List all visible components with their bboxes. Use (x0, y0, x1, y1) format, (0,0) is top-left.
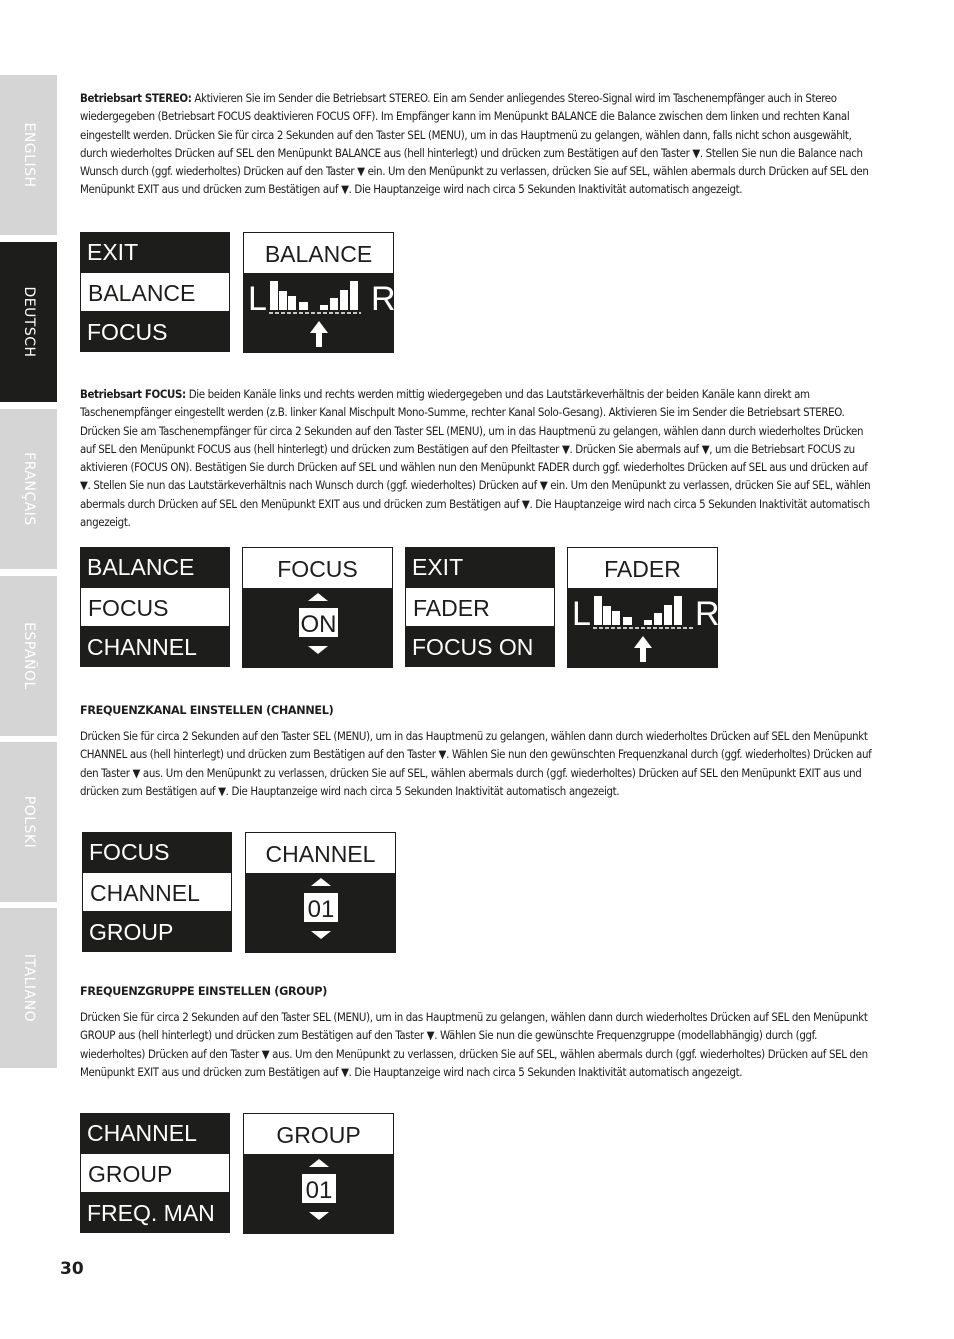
focus-paragraph (80, 385, 876, 531)
menu-item-channel: CHANNEL (87, 634, 197, 660)
channel-value-screen (245, 832, 396, 953)
tab-label: DEUTSCH (20, 286, 37, 358)
up-triangle-icon (308, 593, 328, 601)
channel-value: 01 (307, 896, 335, 923)
menu-item-balance: BALANCE (87, 554, 195, 580)
tab-label: ENGLISH (20, 122, 37, 188)
stereo-paragraph (80, 89, 876, 199)
group-title: GROUP (244, 1114, 393, 1154)
balance-title: BALANCE (244, 233, 393, 273)
tab-deutsch[interactable] (0, 242, 57, 402)
menu-item-freq-man: FREQ. MAN (87, 1200, 215, 1226)
up-triangle-icon (309, 1159, 329, 1167)
menu-item-exit: EXIT (87, 239, 139, 265)
focus-value-graphic (243, 588, 392, 668)
menu-item-fader-selected: FADER (405, 587, 555, 627)
group-value-screen (243, 1113, 394, 1234)
fader-title: FADER (568, 548, 717, 588)
menu-item-focus-on: FOCUS ON (412, 634, 534, 660)
left-channel-label: L (248, 280, 267, 318)
focus-lead: Betriebsart FOCUS: (80, 387, 186, 401)
up-arrow-icon (634, 636, 652, 662)
group-value: 01 (305, 1177, 333, 1204)
tab-italiano[interactable] (0, 908, 57, 1068)
stereo-lead: Betriebsart STEREO: (80, 91, 192, 105)
tab-polski[interactable] (0, 742, 57, 902)
up-arrow-icon (310, 321, 328, 347)
up-triangle-icon (311, 878, 331, 886)
tab-francais[interactable] (0, 409, 57, 569)
menu-item-channel: CHANNEL (87, 1120, 197, 1146)
balance-meter-graphic (244, 273, 396, 353)
level-bars (270, 281, 358, 310)
group-value-graphic (244, 1154, 393, 1234)
group-heading: FREQUENZGRUPPE EINSTELLEN (GROUP) (80, 985, 328, 998)
menu-item-exit: EXIT (412, 554, 464, 580)
down-triangle-icon (311, 931, 331, 939)
menu-item-group: GROUP (89, 919, 174, 945)
channel-paragraph: Drücken Sie für circa 2 Sekunden auf den Taster SEL (MENU), um in das Hauptmenü zu gelangen, wählen dann durch wiederholtes Drücken auf SEL den Menüpunkt CHANNEL aus (hell hinterlegt) und drücken zum Bestätigen auf den Taster ▼. Wählen Sie nun den gewünschten Frequenzkanal durch (ggf. wiederholtes) Drücken auf den Taster ▼ aus. Um den Menüpunkt zu verlassen, drücken Sie auf SEL, wählen abermals durch (ggf. wiederholtes) Drücken auf SEL den Menüpunkt EXIT aus und drücken zum Bestätigen auf ▼. Die Hauptanzeige wird nach circa 5 Sekunden Inaktivität automatisch angezeigt. (80, 729, 872, 798)
fader-menu-screen (405, 547, 555, 667)
channel-heading: FREQUENZKANAL EINSTELLEN (CHANNEL) (80, 704, 334, 717)
stereo-menu-screen (80, 232, 230, 352)
tab-label: ITALIANO (20, 953, 37, 1023)
menu-item-focus-selected: FOCUS (80, 587, 230, 627)
focus-title: FOCUS (243, 548, 392, 588)
menu-item-group-selected: GROUP (80, 1153, 230, 1193)
group-menu-screen (80, 1113, 230, 1233)
channel-value-graphic (246, 873, 395, 953)
tab-label: ESPAÑOL (20, 622, 37, 690)
down-triangle-icon (308, 646, 328, 654)
channel-menu-screen (82, 832, 232, 952)
focus-menu-screen (80, 547, 230, 667)
tab-label: POLSKI (20, 795, 37, 849)
tab-english[interactable] (0, 75, 57, 235)
tab-espanol[interactable] (0, 576, 57, 736)
stereo-text: Aktivieren Sie im Sender die Betriebsart STEREO. Ein am Sender anliegendes Stereo-Signal wird im Taschenempfänger auch in Stereo wiedergegeben (Betriebsart FOCUS deaktivieren FOCUS OFF). Im Empfänger kann im Menüpunkt BALANCE die Balance zwischen dem linken und rechten Kanal eingestellt werden. Drücken Sie für circa 2 Sekunden auf den Taster SEL (MENU), um in das Hauptmenü zu gelangen, wählen dann, falls nicht schon ausgewählt, durch wiederholtes Drücken auf SEL den Menüpunkt BALANCE aus (hell hinterlegt) und drücken zum Bestätigen auf den Taster ▼. Stellen Sie nun die Balance nach Wunsch durch (ggf. wiederholtes) Drücken auf den Taster ▼ ein. Um den Menüpunkt zu verlassen, drücken Sie auf SEL, wählen abermals durch Drücken auf SEL den Menüpunkt EXIT aus und drücken zum Bestätigen auf ▼. Die Hauptanzeige wird nach circa 5 Sekunden Inaktivität automatisch angezeigt. (80, 91, 869, 197)
left-channel-label: L (572, 595, 591, 633)
fader-screen (567, 547, 718, 668)
group-paragraph: Drücken Sie für circa 2 Sekunden auf den Taster SEL (MENU), um in das Hauptmenü zu gelangen, wählen dann durch wiederholtes Drücken auf SEL den Menüpunkt GROUP aus (hell hinterlegt) und drücken zum Bestätigen auf den Taster ▼. Wählen Sie nun die gewünschte Frequenzgruppe (modellabhängig) durch (ggf. wiederholtes) Drücken auf den Taster ▼ aus. Um den Menüpunkt zu verlassen, drücken Sie auf SEL, wählen abermals durch (ggf. wiederholtes) Drücken auf SEL den Menüpunkt EXIT aus und drücken zum Bestätigen auf ▼. Die Hauptanzeige wird nach circa 5 Sekunden Inaktivität automatisch angezeigt. (80, 1010, 868, 1079)
menu-item-focus: FOCUS (89, 839, 170, 865)
menu-item-channel-selected: CHANNEL (82, 872, 232, 912)
down-triangle-icon (309, 1212, 329, 1220)
right-channel-label: R (695, 595, 720, 633)
tab-label: FRANÇAIS (20, 452, 37, 526)
fader-meter-graphic (568, 588, 720, 668)
focus-value: ON (300, 611, 337, 638)
menu-item-focus: FOCUS (87, 319, 168, 345)
focus-text: Die beiden Kanäle links und rechts werden mittig wiedergegeben und das Lautstärkeverhältnis der beiden Kanäle kann direkt am Taschenempfänger eingestellt werden (z.B. linker Kanal Mischpult Mono-Summe, rechter Kanal Solo-Gesang). Aktivieren Sie im Sender die Betriebsart STEREO. Drücken Sie am Taschenempfänger für circa 2 Sekunden auf den Taster SEL (MENU), um in das Hauptmenü zu gelangen, wählen dann durch wiederholtes Drücken auf SEL den Menüpunkt FOCUS aus (hell hinterlegt) und drücken zum Bestätigen auf den Pfeiltaster ▼. Drücken Sie abermals auf ▼, um die Betriebsart FOCUS zu aktivieren (FOCUS ON). Bestätigen Sie durch Drücken auf SEL und wählen nun den Menüpunkt FADER durch ggf. wiederholtes Drücken auf SEL aus und drücken auf ▼. Stellen Sie nun das Lautstärkeverhältnis nach Wunsch durch (ggf. wiederholtes) Drücken auf ▼ ein. Um den Menüpunkt zu verlassen, drücken Sie auf SEL, wählen abermals durch Drücken auf SEL den Menüpunkt EXIT aus und drücken zum Bestätigen auf ▼. Die Hauptanzeige wird nach circa 5 Sekunden Inaktivität automatisch angezeigt. (80, 387, 871, 530)
right-channel-label: R (371, 280, 396, 318)
channel-title: CHANNEL (246, 833, 395, 873)
menu-item-balance-selected: BALANCE (80, 272, 230, 312)
level-bars (594, 596, 682, 625)
focus-value-screen (242, 547, 393, 668)
page-number: 30 (60, 1259, 84, 1279)
balance-screen (243, 232, 394, 353)
